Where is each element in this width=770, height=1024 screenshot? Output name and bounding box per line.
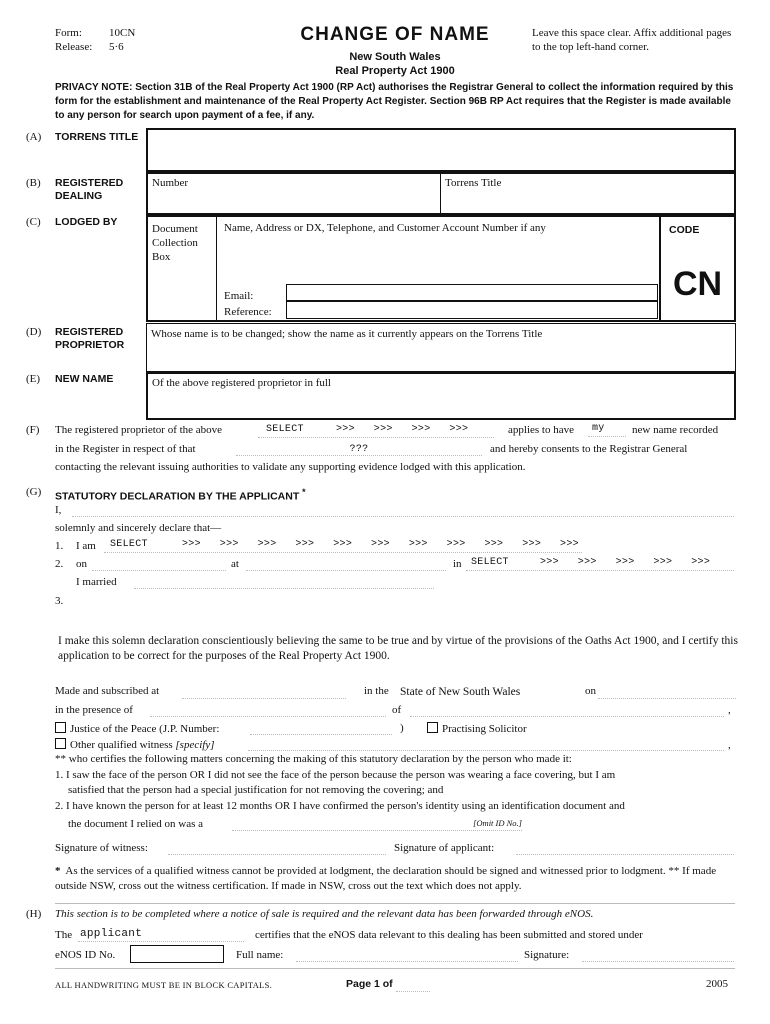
declarant-i-label: I,	[55, 504, 62, 516]
witness-signature-input[interactable]	[168, 841, 386, 855]
married-input[interactable]	[134, 575, 434, 589]
declaration-closing: I make this solemn declaration conscientiously believing the same to be true and by virtue of the provisions of the Oaths Act 1900, and I certify this application to be correct for the purposes of the Real Property Act 1900.	[58, 635, 738, 662]
relationship-select-arrows: >>> >>> >>> >>> >>> >>> >>> >>> >>> >>> >>>	[182, 539, 579, 550]
jp-checkbox[interactable]	[55, 722, 66, 733]
solicitor-checkbox[interactable]	[427, 722, 438, 733]
dealing-type-select[interactable]	[236, 442, 482, 456]
section-b-label: REGISTERED DEALING	[55, 177, 124, 202]
section-h-intro: This section is to be completed where a notice of sale is required and the relevant data has been forwarded through eNOS.	[55, 908, 594, 920]
on-label: on	[585, 685, 596, 697]
jp-number-input[interactable]	[250, 721, 392, 735]
section-d-letter: (D)	[26, 326, 42, 338]
jp-label: Justice of the Peace (J.P. Number:	[70, 723, 220, 735]
comma: ,	[728, 739, 731, 751]
section-f-text5: and hereby consents to the Registrar General	[490, 443, 688, 455]
full-name-label: Full name:	[236, 949, 284, 961]
header-act: Real Property Act 1900	[335, 65, 455, 77]
decl-line3-input[interactable]	[72, 594, 734, 624]
made-subscribed-label: Made and subscribed at	[55, 685, 160, 697]
doc-collection-box-label: Document Collection Box	[152, 223, 198, 263]
jp-paren: )	[400, 722, 404, 734]
applicant-signature-input[interactable]	[516, 841, 734, 855]
decl-line2-in: in	[453, 558, 462, 570]
section-f-text1: The registered proprietor of the above	[55, 424, 223, 436]
event-date-input[interactable]	[92, 557, 226, 571]
header-notice: Leave this space clear. Affix additional pages to the top left-hand corner.	[532, 27, 732, 53]
of-label: of	[392, 704, 402, 716]
specify-label: [specify]	[175, 739, 215, 751]
pronoun-select[interactable]	[588, 423, 626, 437]
section-a-letter: (A)	[26, 131, 42, 143]
torrens-title-input[interactable]	[146, 128, 736, 172]
relationship-select-text: SELECT	[110, 539, 148, 550]
other-witness-input[interactable]	[248, 737, 724, 751]
footnote-text: As the services of a qualified witness cannot be provided at lodgment, the declaration should be signed and witnessed prior to lodgment. ** If made outside NSW, cross out the witness certification. If made in NSW, cross out the text which does not apply.	[55, 865, 717, 892]
divider	[55, 968, 735, 969]
relationship-select[interactable]	[104, 539, 582, 553]
section-c-label: LODGED BY	[55, 216, 118, 228]
code-label: CODE	[669, 224, 700, 236]
other-witness-label: Other qualified witness	[70, 739, 173, 751]
header-jurisdiction	[260, 50, 530, 78]
release-label: Release:	[55, 41, 93, 53]
section-h-the: The	[55, 929, 73, 941]
name-address-label: Name, Address or DX, Telephone, and Customer Account Number if any	[224, 222, 546, 234]
section-e-label: NEW NAME	[55, 373, 114, 385]
sig-witness-label: Signature of witness:	[55, 842, 148, 854]
certify-1: 1. I saw the face of the person OR I did not see the face of the person because the person was wearing a face covering, but I am	[55, 769, 616, 781]
decl-line2-at: at	[231, 558, 239, 570]
privacy-note: PRIVACY NOTE: Section 31B of the Real Property Act 1900 (RP Act) authorises the Registrar General to collect the information required by this form for the establishment and maintenance of the Real Property Act Register. Section 96B RP Act requires that the Register is made available to any person for search upon payment of a fee, if any.	[55, 82, 734, 121]
select-arrows: >>> >>> >>> >>>	[336, 424, 469, 435]
section-g-star: *	[302, 487, 306, 497]
enos-id-input[interactable]	[130, 945, 224, 963]
certify-2b: the document I relied on was a	[68, 818, 204, 830]
section-f-text4: in the Register in respect of that	[55, 443, 196, 455]
married-text: I married	[76, 576, 117, 588]
full-name-input[interactable]	[296, 948, 518, 962]
enos-party-value: applicant	[80, 928, 143, 940]
page-total-input[interactable]	[396, 978, 430, 992]
event-state-select-text: SELECT	[471, 557, 509, 568]
section-c-letter: (C)	[26, 216, 41, 228]
form-label: Form:	[55, 27, 82, 39]
proprietor-type-select[interactable]	[258, 424, 494, 438]
header-state: New South Wales	[349, 51, 441, 63]
section-a-label: TORRENS TITLE	[55, 131, 139, 143]
registered-dealing-box	[146, 172, 736, 215]
new-name-hint: Of the above registered proprietor in full	[152, 377, 331, 389]
decl-line1-text: I am	[76, 540, 96, 552]
divider	[216, 217, 217, 320]
pronoun-value: my	[592, 423, 605, 434]
select-text: SELECT	[266, 424, 304, 435]
event-state-select[interactable]	[466, 557, 734, 571]
made-at-input[interactable]	[182, 685, 346, 699]
other-witness-option[interactable]	[55, 738, 215, 751]
solicitor-option[interactable]	[427, 722, 527, 735]
doc-collection-box-input[interactable]	[148, 217, 215, 320]
certify-2: 2. I have known the person for at least 12 months OR I have confirmed the person's identity using an identification document and	[55, 800, 625, 812]
code-value: CN	[672, 265, 723, 303]
page-number-label: Page 1 of	[346, 978, 393, 990]
form-year: 2005	[706, 978, 728, 990]
presence-label: in the presence of	[55, 704, 133, 716]
solicitor-label: Practising Solicitor	[442, 723, 527, 735]
event-place-input[interactable]	[246, 557, 446, 571]
section-h-letter: (H)	[26, 908, 42, 920]
signature-label: Signature:	[524, 949, 570, 961]
reference-label: Reference:	[224, 306, 272, 318]
reference-input[interactable]	[286, 301, 658, 319]
registered-proprietor-hint: Whose name is to be changed; show the name as it currently appears on the Torrens Title	[151, 328, 543, 340]
registered-proprietor-input[interactable]	[146, 323, 736, 372]
section-f-text6: contacting the relevant issuing authorities to validate any supporting evidence lodged with this application.	[55, 461, 526, 473]
declarant-name-input[interactable]	[72, 503, 734, 517]
dealing-torrens-input[interactable]	[441, 174, 734, 213]
solemnly-text: solemnly and sincerely declare that—	[55, 522, 222, 534]
release-number: 5·6	[109, 41, 124, 53]
page-title: CHANGE OF NAME	[300, 24, 490, 45]
enos-signature-input[interactable]	[582, 948, 734, 962]
declaration-date-input[interactable]	[598, 685, 736, 699]
comma: ,	[728, 704, 731, 716]
email-input[interactable]	[286, 284, 658, 301]
dealing-type-value: ???	[349, 444, 369, 455]
other-witness-checkbox[interactable]	[55, 738, 66, 749]
omit-id-note: [Omit ID No.]	[473, 818, 522, 828]
witness-name-input[interactable]	[150, 703, 386, 717]
state-value: State of New South Wales	[400, 686, 521, 698]
section-h-certifies: certifies that the eNOS data relevant to this dealing has been submitted and stored under	[255, 929, 643, 941]
section-f-text2: applies to have	[508, 424, 574, 436]
section-e-letter: (E)	[26, 373, 41, 385]
section-f-letter: (F)	[26, 424, 40, 436]
dealing-number-input[interactable]	[148, 174, 440, 213]
enos-party-select[interactable]	[78, 928, 244, 942]
decl-line2-on: on	[76, 558, 87, 570]
section-d-label: REGISTERED PROPRIETOR	[55, 326, 125, 351]
section-f-text3: new name recorded	[632, 424, 719, 436]
form-number: 10CN	[109, 27, 136, 39]
footnote	[55, 864, 737, 894]
new-name-input[interactable]	[146, 372, 736, 420]
decl-line3-num: 3.	[55, 595, 64, 607]
email-label: Email:	[224, 290, 254, 302]
section-g-letter: (G)	[26, 486, 42, 498]
jp-option[interactable]	[55, 722, 219, 735]
enos-id-label: eNOS ID No.	[55, 949, 116, 961]
sig-applicant-label: Signature of applicant:	[394, 842, 495, 854]
id-document-input[interactable]	[232, 817, 522, 831]
footnote-star: *	[55, 865, 61, 877]
decl-line1-num: 1.	[55, 540, 64, 552]
divider	[55, 903, 735, 904]
event-state-select-arrows: >>> >>> >>> >>> >>>	[540, 557, 711, 568]
form-info	[55, 26, 135, 54]
decl-line2-num: 2.	[55, 558, 64, 570]
section-g-title: STATUTORY DECLARATION BY THE APPLICANT	[55, 490, 300, 503]
witness-address-input[interactable]	[410, 703, 724, 717]
block-capitals-note: ALL HANDWRITING MUST BE IN BLOCK CAPITALS.	[55, 980, 273, 990]
certify-1b: satisfied that the person had a special justification for not removing the covering; and	[68, 784, 444, 796]
lodged-by-box	[146, 215, 736, 322]
dealing-number-label: Number	[152, 177, 189, 189]
in-the-label: in the	[364, 685, 389, 697]
section-g-label	[55, 486, 306, 504]
dealing-torrens-label: Torrens Title	[445, 177, 502, 189]
certifies-text: ** who certifies the following matters concerning the making of this statutory declaration by the person who made it:	[55, 753, 572, 765]
section-b-letter: (B)	[26, 177, 41, 189]
